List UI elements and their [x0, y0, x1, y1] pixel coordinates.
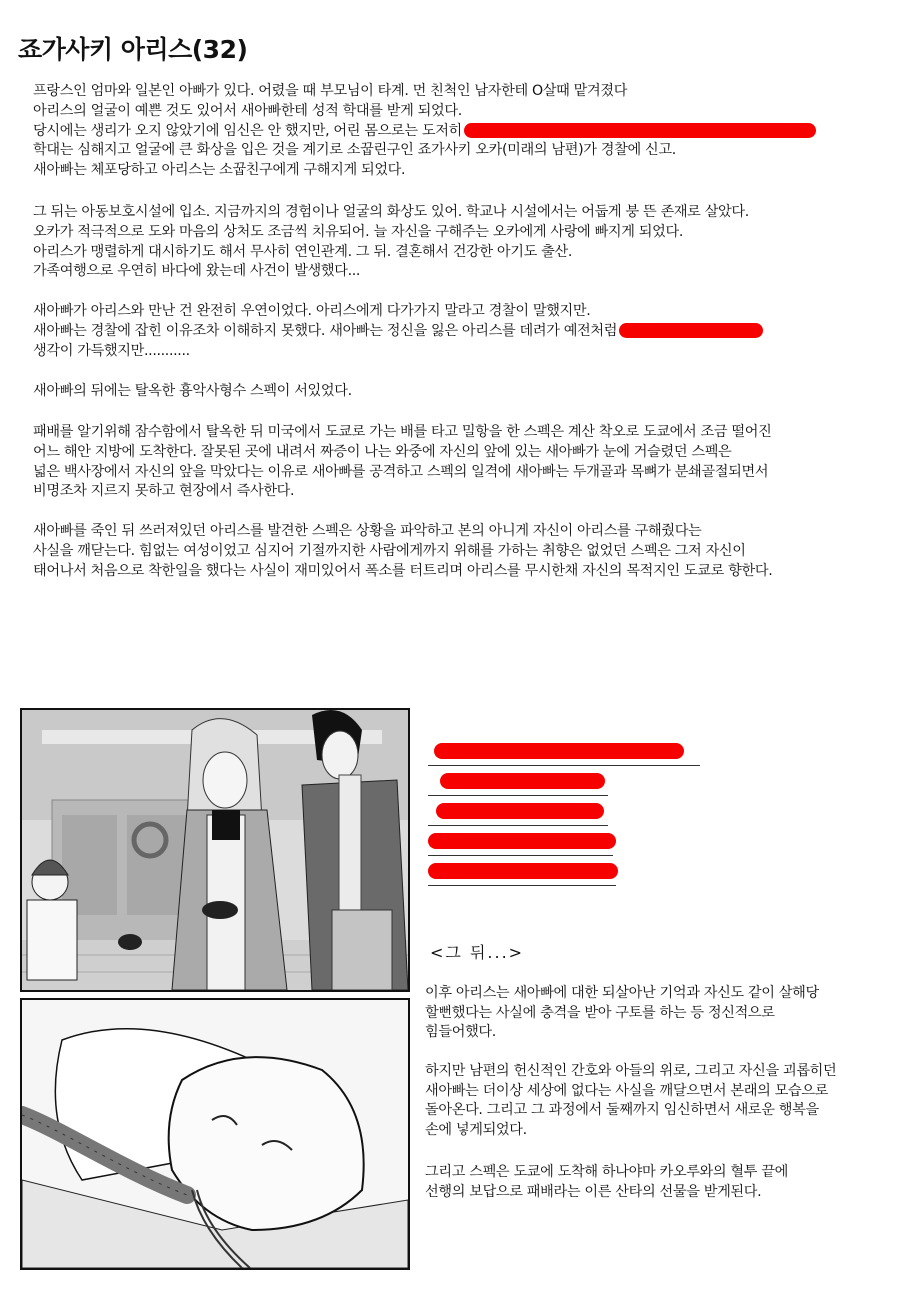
text-line: 비명조차 지르지 못하고 현장에서 즉사한다. — [33, 483, 295, 500]
text-line: 생각이 가득했지만........... — [33, 342, 190, 359]
after-paragraph-2 — [425, 1062, 900, 1140]
text-line: 하지만 남편의 헌신적인 간호와 아들의 위로, 그리고 자신을 괴롭히던 — [425, 1063, 837, 1079]
stat-row-redacted — [428, 768, 608, 796]
redaction-bar — [440, 773, 605, 789]
stat-row-redacted — [428, 738, 700, 766]
family-walk-illustration — [22, 710, 408, 990]
text-line: 태어나서 처음으로 착한일을 했다는 사실이 재미있어서 폭소를 터트리며 아리스를 무시한채 자신의 목적지인 도쿄로 향한다. — [33, 562, 773, 579]
text-line: 어느 해안 지방에 도착한다. 잘못된 곳에 내려서 짜증이 나는 와중에 자신의 앞에 있는 새아빠가 눈에 거슬렸던 스펙은 — [33, 443, 732, 460]
text-line: 아리스가 맹렬하게 대시하기도 해서 무사히 연인관계. 그 뒤. 결혼해서 건강한 아기도 출산. — [33, 243, 573, 260]
text-line — [33, 322, 893, 342]
paragraph-spec-arrival — [33, 423, 893, 502]
stat-row-redacted — [428, 828, 613, 856]
text-line: 학대는 심해지고 얼굴에 큰 화상을 입은 것을 계기로 소꿉린구인 죠가사키 오카(미래의 남편)가 경찰에 신고. — [33, 142, 676, 159]
text-line: 돌아온다. 그리고 그 과정에서 둘째까지 임신하면서 새로운 행복을 — [425, 1102, 819, 1119]
stat-row-redacted — [428, 798, 608, 826]
text-line: 힘들어했다. — [425, 1024, 496, 1041]
paragraph-after-rescue — [33, 203, 893, 282]
text-line: 가족여행으로 우연히 바다에 왔는데 사건이 발생했다... — [33, 263, 361, 280]
paragraph-spec-leaves — [33, 522, 893, 581]
text-line: 넓은 백사장에서 자신의 앞을 막았다는 이유로 새아빠를 공격하고 스펙의 일격에 새아빠는 두개골과 목뼈가 분쇄골절되면서 — [33, 463, 769, 480]
text-line: 오카가 적극적으로 도와 마음의 상처도 조금씩 치유되어. 늘 자신을 구해주는 오카에게 사랑에 빠지게 되었다. — [33, 223, 684, 240]
text-line: 새아빠는 체포당하고 아리스는 소꿉친구에게 구해지게 되었다. — [33, 162, 406, 179]
text-line: 선행의 보답으로 패배라는 이른 산타의 선물을 받게된다. — [425, 1183, 762, 1200]
redaction-bar — [464, 123, 816, 138]
text-line: 손에 넣게되었다. — [425, 1121, 527, 1138]
redacted-stats — [428, 738, 718, 888]
hospital-bed-panel — [20, 998, 410, 1270]
text-fragment: 새아빠는 경찰에 잡힌 이유조차 이해하지 못했다. 새아빠는 정신을 잃은 아리스를 데려가 예전처럼 — [33, 322, 618, 339]
text-line — [33, 122, 893, 142]
after-heading: <그 뒤...> — [430, 943, 525, 962]
text-line: 사실을 깨닫는다. 힘없는 여성이었고 심지어 기절까지한 사람에게까지 위해를 가하는 취향은 없었던 스펙은 그저 자신이 — [33, 542, 746, 559]
hospital-bed-illustration — [22, 1000, 408, 1268]
redaction-bar — [428, 833, 616, 849]
text-line: 새아빠의 뒤에는 탈옥한 흉악사형수 스펙이 서있었다. — [33, 383, 352, 399]
after-paragraph-1 — [425, 984, 900, 1043]
paragraph-encounter — [33, 302, 893, 361]
text-line: 그 뒤는 아동보호시설에 입소. 지금까지의 경험이나 얼굴의 화상도 있어. 학교나 시설에서는 어둡게 붕 뜬 존재로 살았다. — [33, 204, 749, 220]
text-line: 그리고 스펙은 도쿄에 도착해 하나야마 카오루와의 혈투 끝에 — [425, 1164, 788, 1180]
redaction-bar — [428, 863, 618, 879]
text-line: 이후 아리스는 새아빠에 대한 되살아난 기억과 자신도 같이 살해당 — [425, 985, 819, 1001]
paragraph-background — [33, 82, 893, 181]
text-line: 패배를 알기위해 잠수함에서 탈옥한 뒤 미국에서 도쿄로 가는 배를 타고 밀항을 한 스펙은 계산 착오로 도쿄에서 조금 떨어진 — [33, 424, 772, 440]
page-title: 죠가사키 아리스(32) — [18, 35, 248, 64]
paragraph-spec-appears — [33, 382, 893, 402]
text-line: 새아빠는 더이상 세상에 없다는 사실을 깨달으면서 본래의 모습으로 — [425, 1082, 829, 1099]
text-line: 새아빠를 죽인 뒤 쓰러져있던 아리스를 발견한 스펙은 상황을 파악하고 본의 아니게 자신이 아리스를 구해줬다는 — [33, 523, 702, 539]
text-line: 아리스의 얼굴이 예쁜 것도 있어서 새아빠한테 성적 학대를 받게 되었다. — [33, 102, 462, 119]
after-paragraph-3 — [425, 1163, 900, 1202]
family-walk-panel — [20, 708, 410, 992]
text-line: 프랑스인 엄마와 일본인 아빠가 있다. 어렸을 때 부모님이 타계. 먼 친척인 남자한테 O살때 맡겨졌다 — [33, 83, 628, 99]
text-line: 할뻔했다는 사실에 충격을 받아 구토를 하는 등 정신적으로 — [425, 1004, 775, 1021]
stat-row-redacted — [428, 858, 616, 886]
redaction-bar — [619, 323, 763, 338]
redaction-bar — [434, 743, 684, 759]
text-fragment: 당시에는 생리가 오지 않았기에 임신은 안 했지만, 어린 몸으로는 도저히 — [33, 122, 462, 139]
redaction-bar — [436, 803, 604, 819]
text-line: 새아빠가 아리스와 만난 건 완전히 우연이었다. 아리스에게 다가가지 말라고 경찰이 말했지만. — [33, 303, 591, 319]
